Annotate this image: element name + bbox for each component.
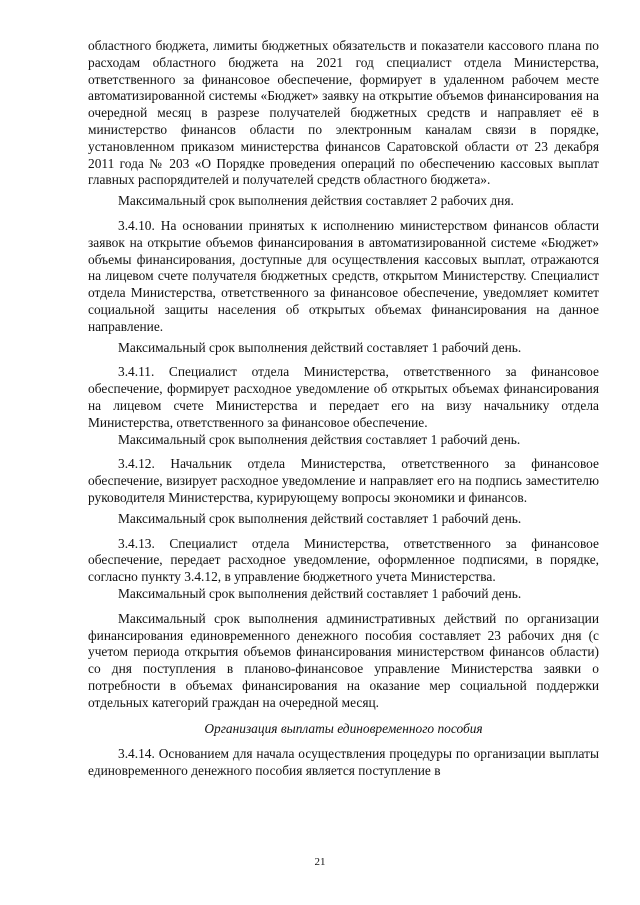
deadline-note: Максимальный срок выполнения действия составляет 1 рабочий день. bbox=[118, 431, 521, 447]
total-deadline-paragraph: Максимальный срок выполнения административных действий по организации финансирования единовременного денежного пособия составляет 23 рабочих дня (с учетом периода открытия объемов финансирования министерством финансов области) со дня поступления в планово-финансовое управление Министерства заявки о потребности в объемах финансирования на оказание мер социальной поддержки отдельных категорий граждан на очередной месяц. bbox=[88, 610, 599, 710]
clause-3-4-10: 3.4.10. На основании принятых к исполнению министерством финансов области заявок на открытие объемов финансирования в автоматизированной системе «Бюджет» объемы финансирования, доступные для осуществления кассовых выплат, отражаются на лицевом счете получателя бюджетных средств, открытом Министерству. Специалист отдела Министерства, ответственного за финансовое обеспечение, уведомляет комитет социальной защиты населения об открытых объемах финансирования на данное направление. bbox=[88, 217, 599, 334]
page-number: 21 bbox=[314, 856, 326, 868]
deadline-note: Максимальный срок выполнения действий составляет 1 рабочий день. bbox=[118, 510, 522, 526]
page-body bbox=[88, 38, 599, 780]
deadline-note: Максимальный срок выполнения действий составляет 1 рабочий день. bbox=[118, 585, 522, 601]
clause-3-4-12: 3.4.12. Начальник отдела Министерства, ответственного за финансовое обеспечение, визирует расходное уведомление и направляет его на подпись заместителю руководителя Министерства, курирующему вопросы экономики и финансов. bbox=[88, 456, 599, 505]
paragraph-continuation: областного бюджета, лимиты бюджетных обязательств и показатели кассового плана по расходам областного бюджета на 2021 год специалист отдела Министерства, ответственного за финансовое обеспечение, формирует в удаленном рабочем месте автоматизированной системы «Бюджет» заявку на открытие объемов финансирования на очередной месяц в разрезе получателей бюджетных средств и направляет её в министерство финансов области по электронным каналам связи в порядке, установленном приказом министерства финансов Саратовской области от 23 декабря 2011 года № 203 «О Порядке проведения операций по обеспечению кассовых выплат главных распорядителей и получателей средств областного бюджета». bbox=[88, 38, 599, 188]
clause-3-4-13: 3.4.13. Специалист отдела Министерства, ответственного за финансовое обеспечение, передает расходное уведомление, оформленное подписями, в порядке, согласно пункту 3.4.12, в управление бюджетного учета Министерства. bbox=[88, 535, 599, 585]
deadline-note: Максимальный срок выполнения действий составляет 1 рабочий день. bbox=[118, 339, 522, 355]
section-heading: Организация выплаты единовременного пособия bbox=[204, 721, 483, 737]
clause-3-4-14: 3.4.14. Основанием для начала осуществления процедуры по организации выплаты единовременного денежного пособия является поступление в bbox=[88, 746, 599, 779]
clause-3-4-11: 3.4.11. Специалист отдела Министерства, ответственного за финансовое обеспечение, формирует расходное уведомление об открытых объемах финансирования на лицевом счете Министерства и передает его на визу начальнику отдела Министерства, ответственного за финансовое обеспечение. bbox=[88, 364, 599, 430]
deadline-note: Максимальный срок выполнения действия составляет 2 рабочих дня. bbox=[118, 193, 514, 209]
